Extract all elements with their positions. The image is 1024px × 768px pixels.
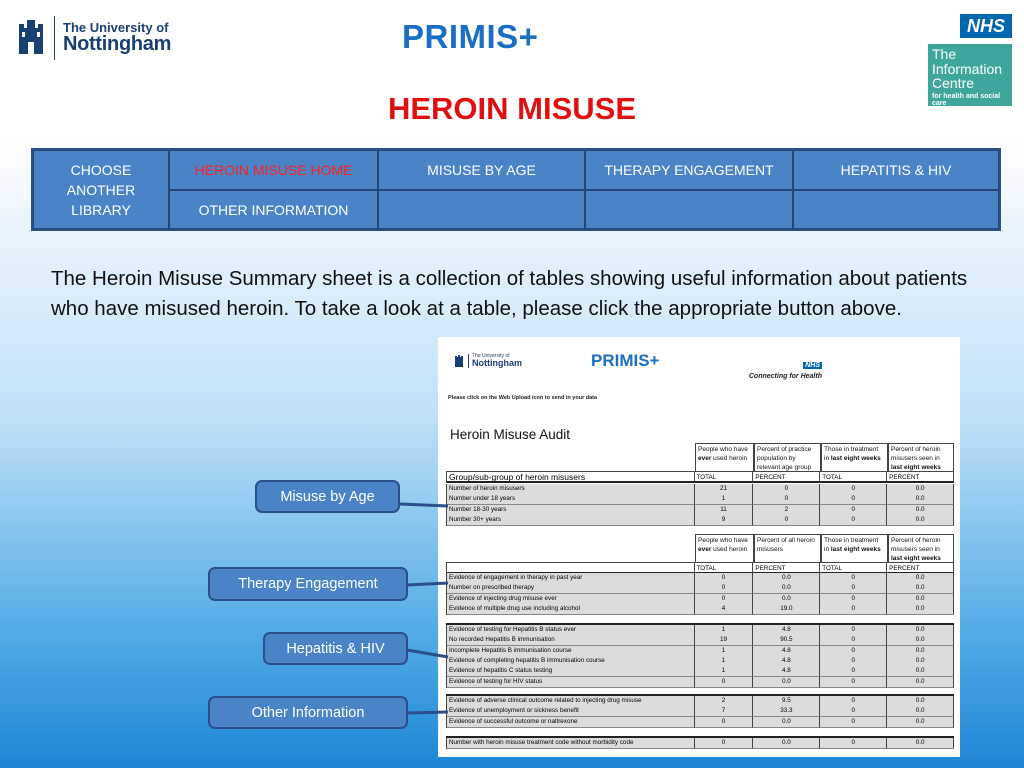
header-text-part: Those in treatment in <box>824 537 879 553</box>
row-value: 0.0 <box>887 666 954 677</box>
university-name-big: Nottingham <box>63 33 172 56</box>
header-bold-part: last eight weeks <box>891 555 941 562</box>
unit-label: TOTAL <box>820 472 887 483</box>
header-text-part: People who have <box>698 446 748 453</box>
row-value: 0.0 <box>887 656 954 667</box>
row-value: 4.8 <box>753 646 820 657</box>
tab-heroin-misuse-home-label: HEROIN MISUSE HOME <box>194 162 353 178</box>
row-value: 21 <box>695 484 754 495</box>
row-value: 0 <box>820 604 887 615</box>
header-text-part: Percent of practice population by relevant age group <box>757 446 812 471</box>
row-value: 0 <box>820 625 887 636</box>
unit-label: TOTAL <box>820 563 887 574</box>
row-label: Evidence of engagement in therapy in past year <box>447 573 695 584</box>
misuse-by-age-callout[interactable] <box>255 480 400 513</box>
row-label: Evidence of injecting drug misuse ever <box>447 594 695 605</box>
row-value: 0 <box>820 573 887 584</box>
preview-nhs-badge: NHS <box>805 362 820 369</box>
row-value: 33.3 <box>753 706 820 717</box>
navigation-bar <box>31 148 1001 231</box>
other-information-callout-label: Other Information <box>251 704 365 721</box>
row-value: 0 <box>753 515 820 526</box>
preview-uon-text <box>468 354 522 368</box>
row-value: 1 <box>695 646 754 657</box>
tab-other-information-label: OTHER INFORMATION <box>198 201 349 218</box>
row-value: 0.0 <box>753 717 820 728</box>
row-value: 0.0 <box>887 706 954 717</box>
table-column-header <box>888 443 954 473</box>
row-value: 90.5 <box>753 635 820 646</box>
table-column-header <box>821 443 888 473</box>
row-value: 7 <box>695 706 754 717</box>
header-text-part: Those in treatment in <box>824 446 879 462</box>
row-value: 0 <box>820 738 887 749</box>
table-column-header <box>888 534 954 564</box>
row-value: 1 <box>695 656 754 667</box>
row-label: Number with heroin misuse treatment code without morbidity code <box>447 738 695 749</box>
row-label: Number 18-30 years <box>447 505 695 516</box>
table-row <box>446 717 954 728</box>
castle-crest-icon <box>454 354 464 368</box>
page-title: HEROIN MISUSE <box>387 91 637 126</box>
header-bold-part: last eight weeks <box>830 546 881 553</box>
row-label: Number of heroin misusers <box>447 484 695 495</box>
therapy-engagement-callout-label: Therapy Engagement <box>238 576 378 592</box>
preview-uon-big: Nottingham <box>472 358 522 368</box>
preview-audit-title: Heroin Misuse Audit <box>450 427 571 442</box>
header-text-part: Percent of heroin misusers seen in <box>891 446 941 462</box>
row-value: 0.0 <box>753 738 820 749</box>
hepatitis-hiv-callout[interactable] <box>263 632 408 665</box>
other-information-callout[interactable] <box>208 696 408 729</box>
tab-other-information[interactable] <box>169 190 378 229</box>
choose-library-button[interactable] <box>33 150 169 229</box>
header-bold-part: ever <box>698 455 712 462</box>
row-value: 0.0 <box>887 573 954 584</box>
ic-line-2: Information <box>932 60 1003 77</box>
misuse-by-age-callout-label: Misuse by Age <box>280 488 375 505</box>
nhs-badge: NHS <box>960 14 1012 38</box>
row-value: 0 <box>695 573 754 584</box>
row-value: 0 <box>820 494 887 505</box>
table-column-header <box>754 534 821 564</box>
row-value: 0.0 <box>887 505 954 516</box>
row-value: 9.5 <box>753 696 820 707</box>
table-column-header <box>695 443 754 473</box>
row-value: 0.0 <box>887 738 954 749</box>
row-value: 19.0 <box>753 604 820 615</box>
hepatitis-hiv-callout-label: Hepatitis & HIV <box>286 640 385 657</box>
row-value: 0.0 <box>887 604 954 615</box>
row-value: 0.0 <box>887 515 954 526</box>
row-value: 0 <box>820 505 887 516</box>
ic-subtitle: for health and social care <box>932 93 1001 108</box>
header-text-part: People who have <box>698 537 748 544</box>
row-value: 0 <box>820 717 887 728</box>
table-row <box>446 738 954 749</box>
row-value: 0 <box>820 677 887 688</box>
row-value: 0.0 <box>887 594 954 605</box>
row-value: 0 <box>695 594 754 605</box>
row-value: 2 <box>695 696 754 707</box>
tab-misuse-by-age-label: MISUSE BY AGE <box>427 162 536 178</box>
row-label: Evidence of multiple drug use including alcohol <box>447 604 695 615</box>
preview-nhs-cfh-logo <box>742 354 822 380</box>
row-value: 0.0 <box>887 717 954 728</box>
table-column-header <box>821 534 888 564</box>
preview-uon-logo <box>454 354 522 368</box>
row-value: 0.0 <box>887 696 954 707</box>
row-value: 0.0 <box>753 594 820 605</box>
table-column-header <box>754 443 821 473</box>
header-text-part: Percent of all heroin misusers <box>757 537 815 553</box>
row-label: Number under 18 years <box>447 494 695 505</box>
row-value: 0 <box>820 484 887 495</box>
row-value: 0 <box>820 696 887 707</box>
unit-label: PERCENT <box>753 472 820 483</box>
header-text-part: Percent of heroin misusers seen in <box>891 537 941 553</box>
unit-label: PERCENT <box>753 563 820 574</box>
tab-heroin-misuse-home[interactable] <box>169 150 378 190</box>
heroin-misuse-audit-preview <box>438 337 960 757</box>
logo-divider <box>54 16 55 60</box>
row-value: 0 <box>695 583 754 594</box>
university-name <box>63 21 171 56</box>
row-value: 0 <box>695 738 754 749</box>
row-value: 0.0 <box>887 494 954 505</box>
tab-therapy-engagement[interactable] <box>585 150 793 190</box>
row-value: 1 <box>695 666 754 677</box>
ic-line-3: Centre <box>932 75 975 92</box>
therapy-engagement-callout[interactable] <box>208 567 408 601</box>
header-bold-part: ever <box>698 546 712 553</box>
row-value: 0.0 <box>887 635 954 646</box>
row-label: Evidence of unemployment or sickness benefit <box>447 706 695 717</box>
tab-hepatitis-hiv-label: HEPATITIS & HIV <box>840 162 952 178</box>
row-label: Number 30+ years <box>447 515 695 526</box>
row-value: 0.0 <box>753 583 820 594</box>
row-value: 0.0 <box>887 646 954 657</box>
row-value: 4 <box>695 604 754 615</box>
row-value: 9 <box>695 515 754 526</box>
row-value: 0 <box>695 717 754 728</box>
row-value: 0 <box>695 677 754 688</box>
header-bold-part: last eight weeks <box>830 455 881 462</box>
row-value: 4.8 <box>753 666 820 677</box>
unit-label: PERCENT <box>887 563 954 574</box>
row-value: 11 <box>695 505 754 516</box>
row-value: 0 <box>820 583 887 594</box>
table-row <box>446 677 954 688</box>
table-column-header <box>695 534 754 564</box>
table-row <box>446 604 954 615</box>
row-value: 1 <box>695 625 754 636</box>
header-bold-part: last eight weeks <box>891 464 941 471</box>
row-label: Incomplete Hepatitis B immunisation course <box>447 646 695 657</box>
ic-line-1: The <box>932 46 957 62</box>
table-row <box>446 515 954 526</box>
preview-uon-small: The University of <box>472 353 510 359</box>
row-value: 0 <box>753 484 820 495</box>
row-label: Evidence of completing hepatitis B immunisation course <box>447 656 695 667</box>
row-label: No recorded Hepatitis B immunisation <box>447 635 695 646</box>
row-value: 19 <box>695 635 754 646</box>
unit-label: TOTAL <box>695 472 754 483</box>
row-value: 4.8 <box>753 656 820 667</box>
row-value: 0 <box>820 594 887 605</box>
row-value: 1 <box>695 494 754 505</box>
tab-misuse-by-age[interactable] <box>378 150 585 190</box>
nav-empty-cell <box>585 190 793 229</box>
unit-label: TOTAL <box>695 563 754 574</box>
header-text-part: used heroin <box>711 455 748 462</box>
row-value: 0 <box>820 635 887 646</box>
row-value: 0 <box>820 656 887 667</box>
row-value: 0 <box>753 494 820 505</box>
row-label: Evidence of testing for HIV status <box>447 677 695 688</box>
row-value: 0.0 <box>887 484 954 495</box>
row-value: 0.0 <box>753 573 820 584</box>
castle-crest-icon <box>16 18 46 58</box>
primis-logo: PRIMIS+ <box>402 18 539 55</box>
table-units-row <box>446 471 954 483</box>
row-value: 0 <box>820 646 887 657</box>
choose-library-label: CHOOSE ANOTHER LIBRARY <box>66 161 136 218</box>
nav-empty-cell <box>793 190 999 229</box>
group-label: Group/sub-group of heroin misusers <box>447 472 695 483</box>
row-value: 0.0 <box>887 625 954 636</box>
tab-hepatitis-hiv[interactable] <box>793 150 999 190</box>
unit-label: PERCENT <box>887 472 954 483</box>
preview-upload-note: Please click on the Web Upload icon to send in your data <box>448 395 598 401</box>
row-label: Evidence of testing for Hepatitis B status ever <box>447 625 695 636</box>
row-value: 0 <box>820 515 887 526</box>
row-value: 0.0 <box>887 583 954 594</box>
row-label: Number on prescribed therapy <box>447 583 695 594</box>
header-text-part: used heroin <box>711 546 748 553</box>
row-value: 2 <box>753 505 820 516</box>
preview-cfh-text: Connecting for Health <box>748 373 822 380</box>
preview-primis-logo: PRIMIS+ <box>591 351 660 370</box>
university-of-nottingham-logo <box>16 16 171 60</box>
row-label: Evidence of successful outcome or naltrexone <box>447 717 695 728</box>
row-value: 0 <box>820 666 887 677</box>
nav-empty-cell <box>378 190 585 229</box>
university-name-small: The University of <box>63 19 169 35</box>
row-value: 0.0 <box>887 677 954 688</box>
tab-therapy-engagement-label: THERAPY ENGAGEMENT <box>604 162 774 178</box>
row-value: 0 <box>820 706 887 717</box>
intro-text: The Heroin Misuse Summary sheet is a collection of tables showing useful information about patients who have misused heroin. To take a look at a table, please click the appropriate button above. <box>51 267 968 320</box>
row-value: 4.8 <box>753 625 820 636</box>
row-label: Evidence of adverse clinical outcome related to injecting drug misuse <box>447 696 695 707</box>
row-value: 0.0 <box>753 677 820 688</box>
row-label: Evidence of hepatitis C status testing <box>447 666 695 677</box>
